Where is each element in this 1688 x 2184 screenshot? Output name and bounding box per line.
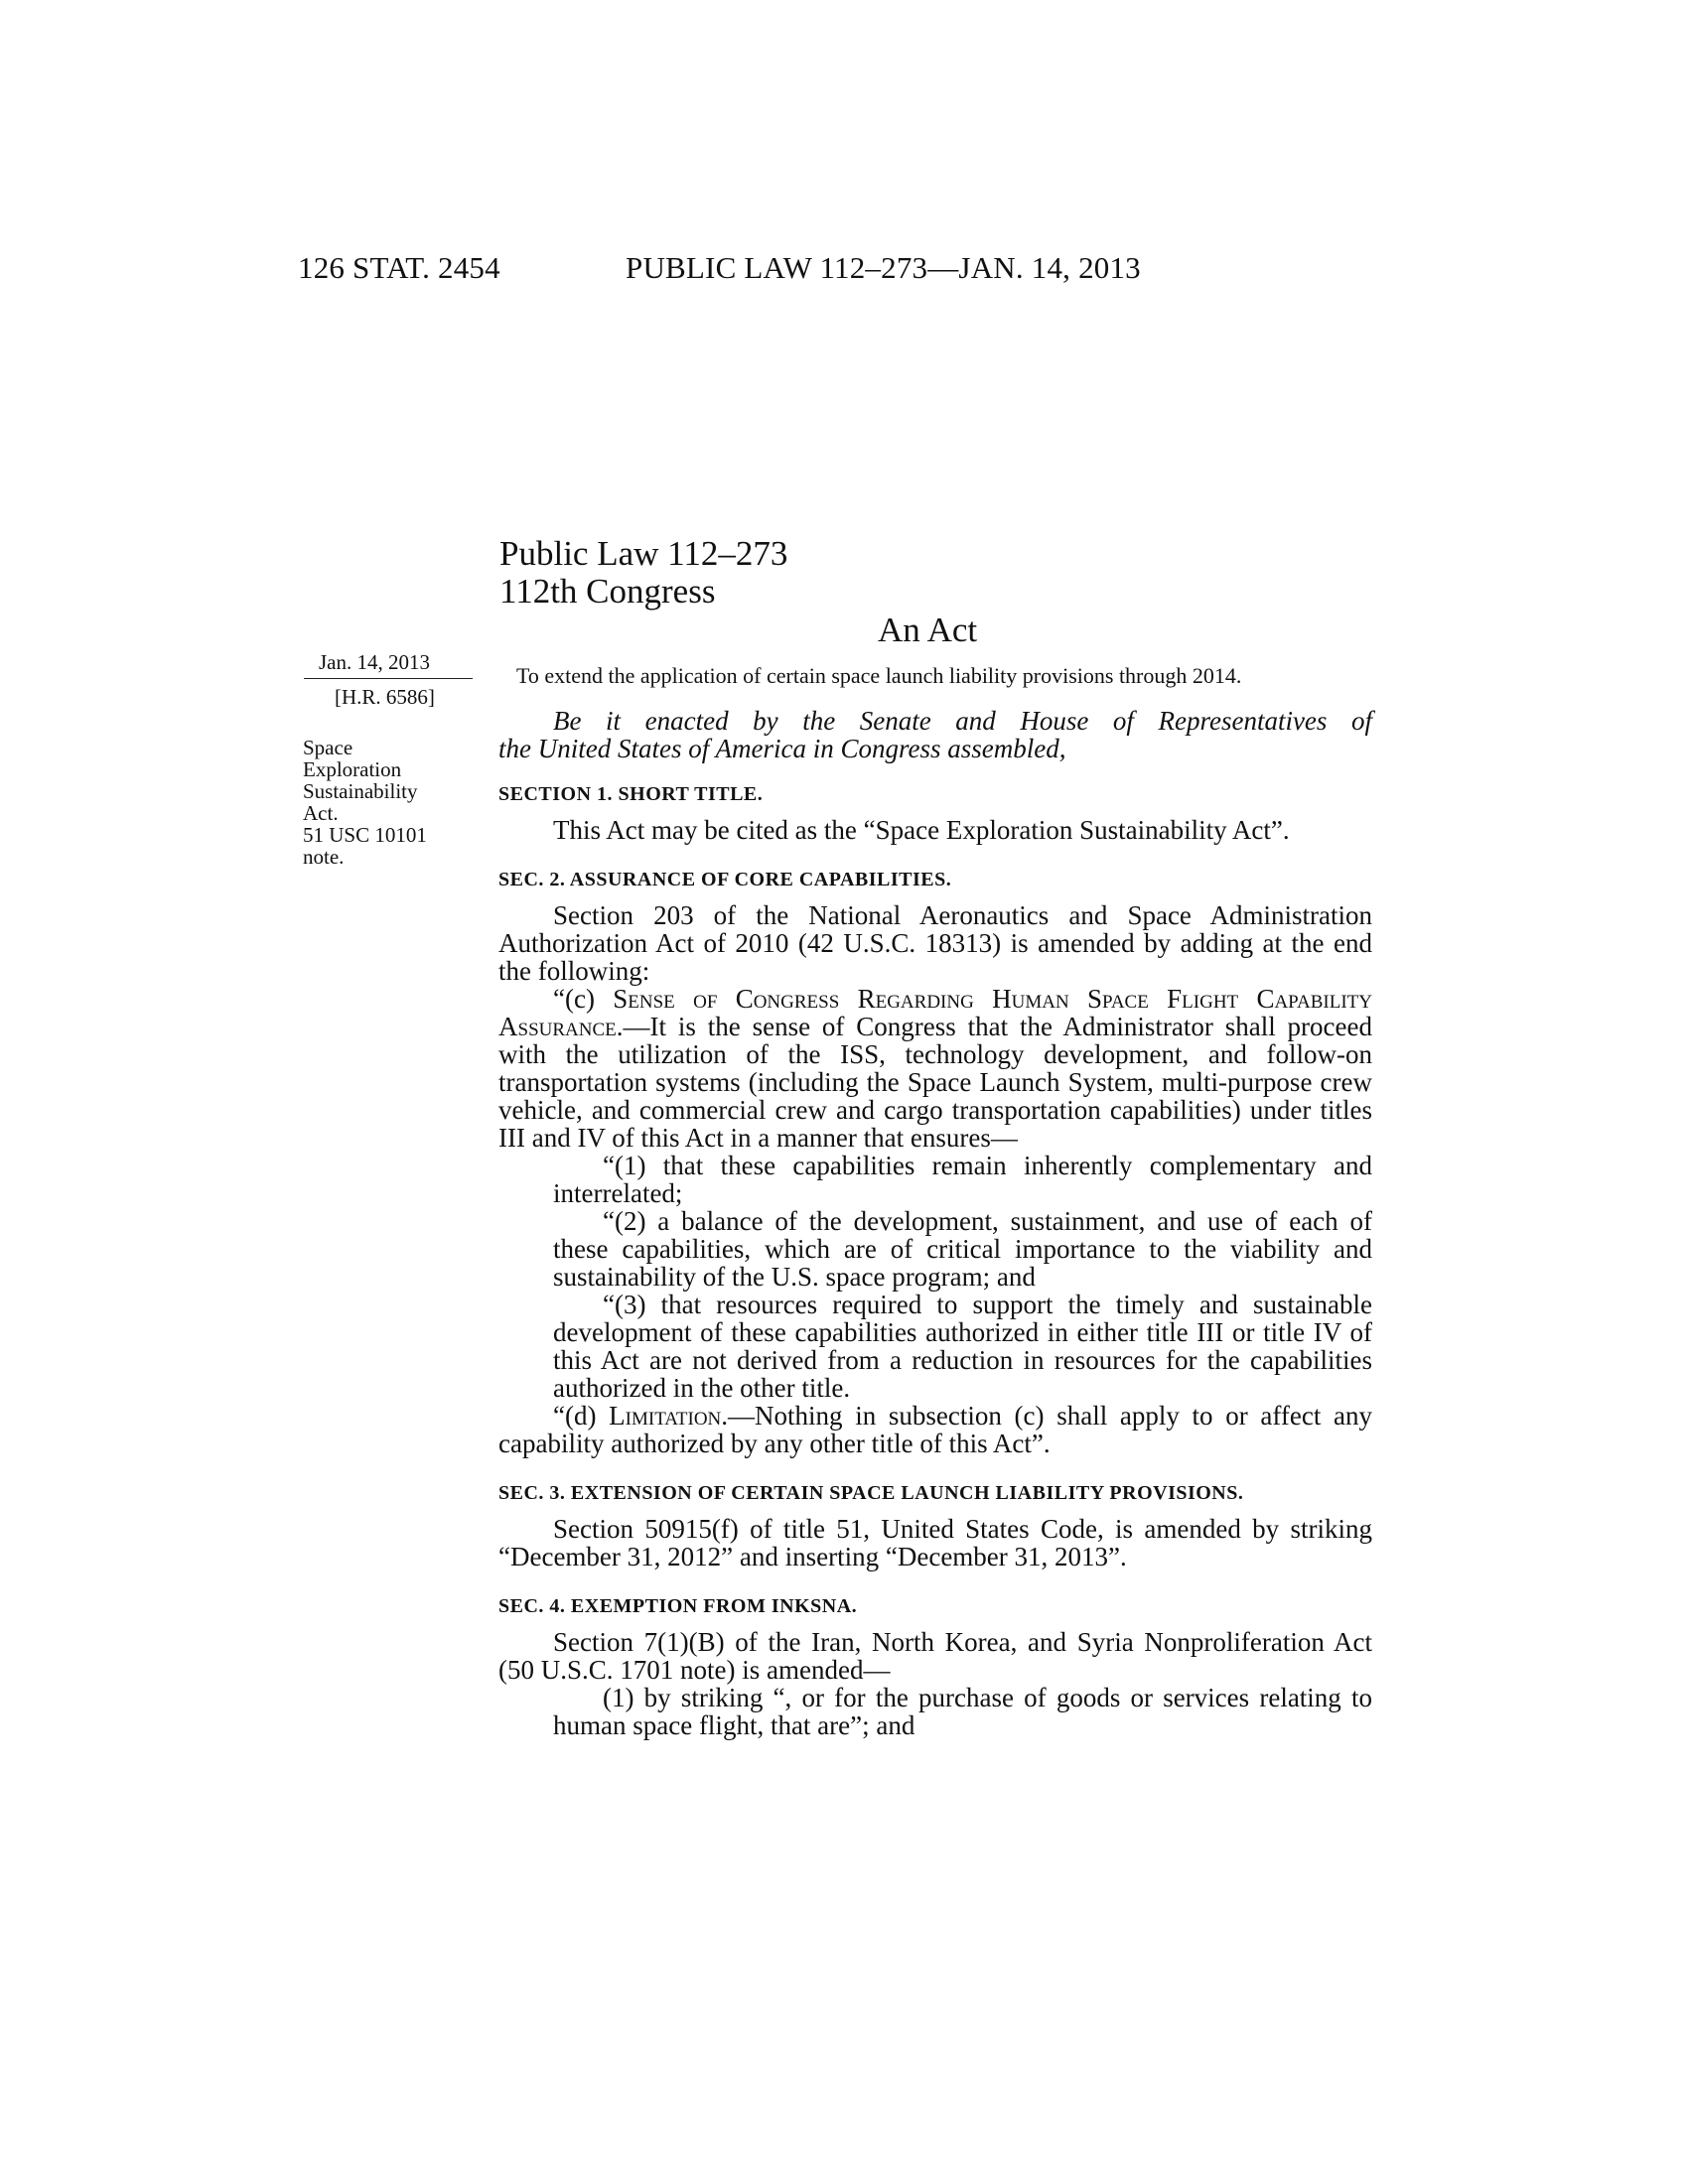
margin-note-line: 51 USC 10101 [303,823,427,847]
margin-note-line: Space [303,736,353,759]
sec4-heading: SEC. 4. EXEMPTION FROM INKSNA. [498,1595,858,1617]
act-body [498,707,1372,1739]
sec4-text: Section 7(1)(B) of the Iran, North Korea, and Syria Nonproliferation Act (50 U.S.C. 1701 note) is amended— [498,1627,1372,1685]
margin-note-line: Act. [303,801,339,825]
margin-divider [304,678,473,679]
sec2-heading: SEC. 2. ASSURANCE OF CORE CAPABILITIES. [498,869,952,890]
sec2-subsection-d: “(d) Limitation.—Nothing in subsection (c) shall apply to or affect any capability authorized by any other title of this Act”. [498,1401,1373,1458]
margin-note-line: Sustainability [303,779,418,803]
margin-note [303,737,452,868]
sec3-text: Section 50915(f) of title 51, United States Code, is amended by striking “December 31, 2012” and inserting “December 31, 2013”. [498,1514,1372,1571]
sec2-item-3: “(3) that resources required to support the timely and sustainable development of these capabilities authorized in either title III or title IV of this Act are not derived from a reduction in resources for the capabilities authorized in the other title. [553,1290,1372,1403]
sec2-intro: Section 203 of the National Aeronautics and Space Administration Authorization Act of 2010 (42 U.S.C. 18313) is amended by adding at the end the following: [498,900,1372,986]
enacting-clause-line1: Be it enacted by the Senate and House of Representatives of [553,706,1372,736]
sec1-heading: SECTION 1. SHORT TITLE. [498,783,764,805]
an-act-heading: An Act [878,611,978,649]
long-title: To extend the application of certain space launch liability provisions through 2014. [516,663,1242,688]
sec2-subsection-c: “(c) Sense of Congress Regarding Human Space Flight Capability Assurance.—It is the sense of Congress that the Administrator shall proceed with the utilization of the ISS, technology development, and follow-on transportation systems (including the Space Launch System, multi-purpose crew vehicle, and commercial crew and cargo transportation capabilities) under titles III and IV of this Act in a manner that ensures— [498,984,1372,1153]
margin-note-line: note. [303,845,345,869]
sec2-item-1: “(1) that these capabilities remain inherently complementary and interrelated; [553,1151,1372,1208]
sec2-item-2: “(2) a balance of the development, sustainment, and use of each of these capabilities, which are of critical importance to the viability and sustainability of the U.S. space program; and [553,1206,1372,1292]
running-head: PUBLIC LAW 112–273—JAN. 14, 2013 [626,250,1141,285]
stat-reference: 126 STAT. 2454 [298,250,500,285]
enacting-clause-line2: the United States of America in Congress assembled, [498,734,1066,763]
margin-bill-number: [H.R. 6586] [335,685,435,709]
congress-number: 112th Congress [499,572,716,611]
public-law-number: Public Law 112–273 [499,534,788,573]
sec3-heading: SEC. 3. EXTENSION OF CERTAIN SPACE LAUNCH LIABILITY PROVISIONS. [498,1482,1244,1504]
sec1-text: This Act may be cited as the “Space Exploration Sustainability Act”. [553,815,1290,845]
sec4-item-1: (1) by striking “, or for the purchase of goods or services relating to human space flight, that are”; and [553,1683,1372,1740]
margin-note-line: Exploration [303,757,402,781]
margin-date: Jan. 14, 2013 [319,650,430,674]
